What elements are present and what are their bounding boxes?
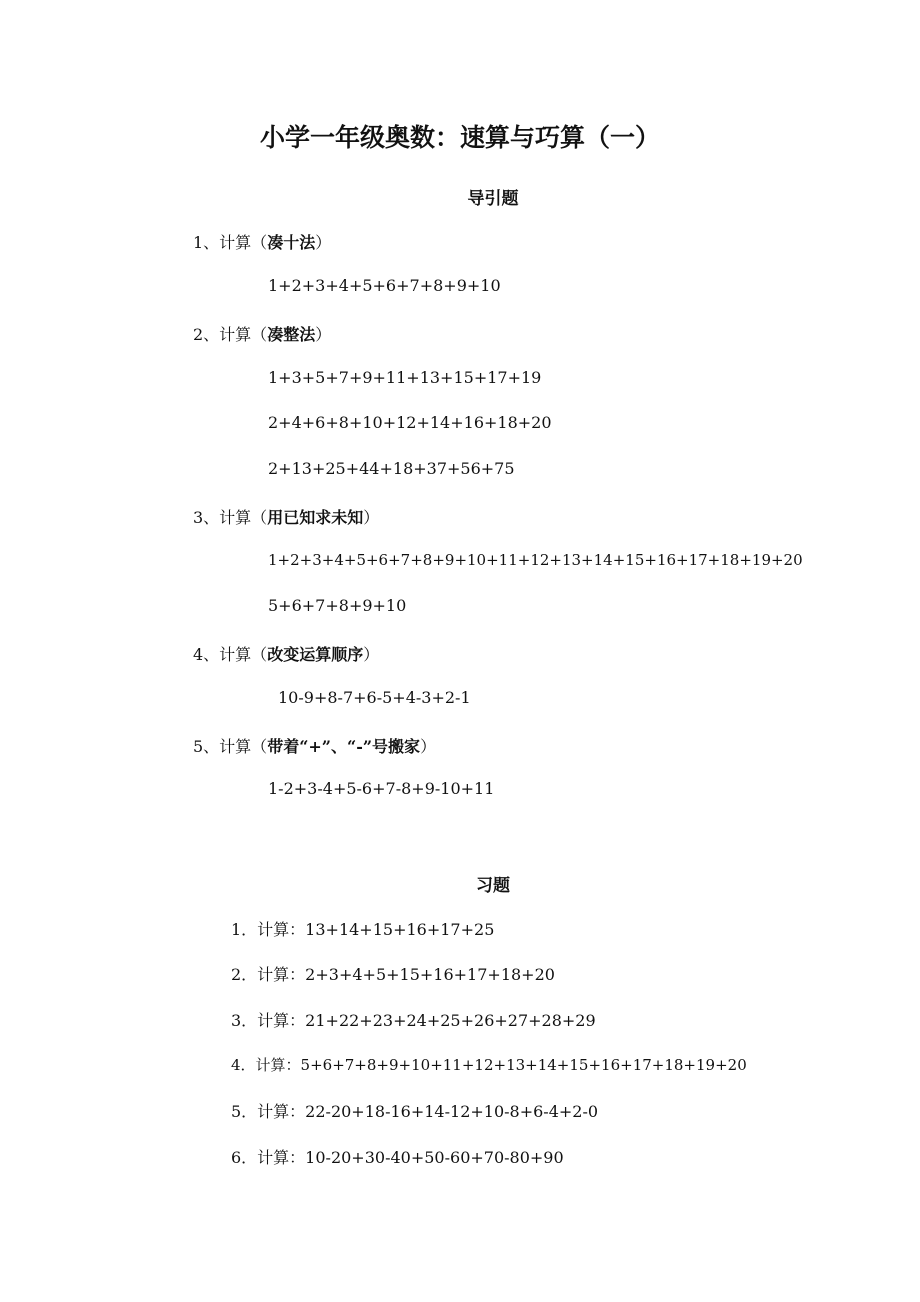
question-suffix: ） <box>315 233 332 252</box>
question-method: 凑整法 <box>267 325 316 344</box>
exercise-item: 2．计算：2+3+4+5+15+16+17+18+20 <box>231 965 555 984</box>
guide-question-3 <box>193 505 379 528</box>
guide-question-5 <box>193 734 436 757</box>
guide-expression: 10-9+8-7+6-5+4-3+2-1 <box>278 688 471 707</box>
exercises-heading: 习题 <box>476 876 510 896</box>
guide-question-4 <box>193 642 379 665</box>
guide-heading: 导引题 <box>467 189 519 209</box>
guide-expression: 5+6+7+8+9+10 <box>268 596 407 615</box>
guide-expression: 2+4+6+8+10+12+14+16+18+20 <box>268 413 552 432</box>
question-prefix: 5、计算（ <box>193 737 268 756</box>
question-method: 改变运算顺序 <box>267 645 364 664</box>
guide-question-2 <box>193 322 331 345</box>
question-method: 凑十法 <box>267 233 316 252</box>
question-suffix: ） <box>315 325 332 344</box>
exercise-item: 3．计算：21+22+23+24+25+26+27+28+29 <box>231 1011 596 1030</box>
question-prefix: 1、计算（ <box>193 233 268 252</box>
question-suffix: ） <box>363 645 380 664</box>
page-title: 小学一年级奥数：速算与巧算（一） <box>259 123 660 152</box>
question-method: 带着“+”、“-”号搬家 <box>267 737 421 756</box>
guide-expression: 1-2+3-4+5-6+7-8+9-10+11 <box>268 779 495 798</box>
exercise-item: 6．计算：10-20+30-40+50-60+70-80+90 <box>231 1148 564 1167</box>
question-method: 用已知求未知 <box>267 508 364 527</box>
question-prefix: 3、计算（ <box>193 508 268 527</box>
exercise-item: 5．计算：22-20+18-16+14-12+10-8+6-4+2-0 <box>231 1102 599 1121</box>
guide-expression: 1+2+3+4+5+6+7+8+9+10+11+12+13+14+15+16+17+18+19+20 <box>268 551 803 569</box>
guide-question-1 <box>193 230 331 253</box>
exercise-item: 4．计算：5+6+7+8+9+10+11+12+13+14+15+16+17+18+19+20 <box>231 1056 747 1074</box>
guide-expression: 1+2+3+4+5+6+7+8+9+10 <box>268 276 501 295</box>
question-suffix: ） <box>363 508 380 527</box>
guide-expression: 1+3+5+7+9+11+13+15+17+19 <box>268 368 542 387</box>
guide-expression: 2+13+25+44+18+37+56+75 <box>268 459 515 478</box>
question-prefix: 2、计算（ <box>193 325 268 344</box>
exercise-item: 1．计算：13+14+15+16+17+25 <box>231 920 495 939</box>
question-suffix: ） <box>420 737 437 756</box>
question-prefix: 4、计算（ <box>193 645 268 664</box>
